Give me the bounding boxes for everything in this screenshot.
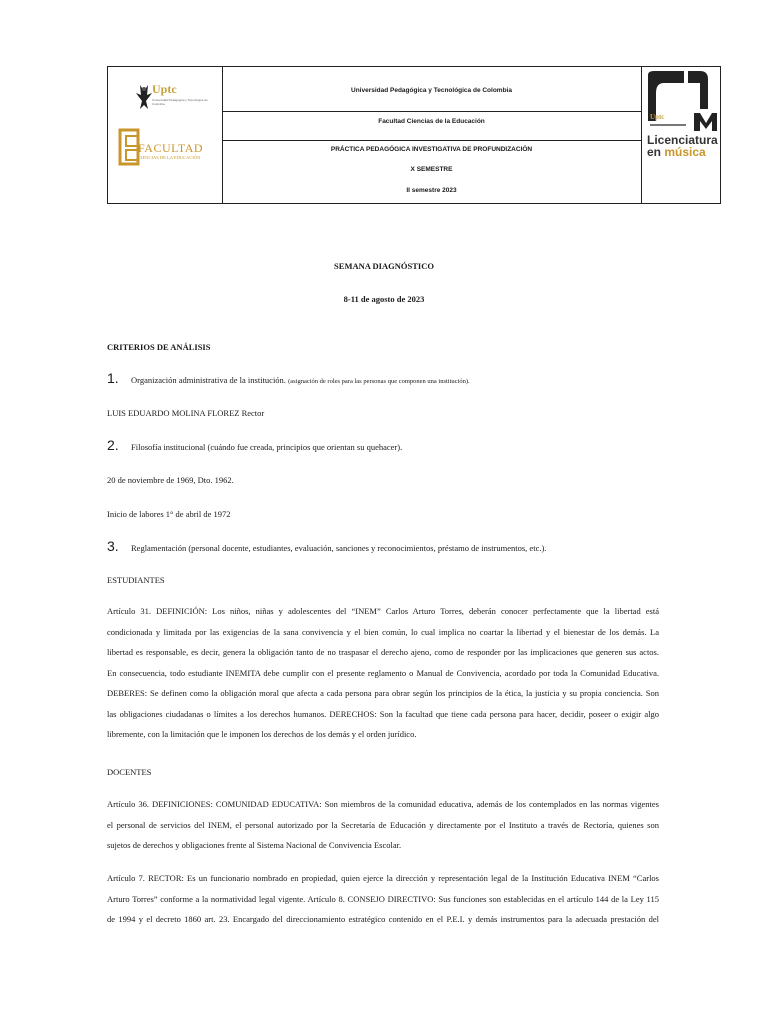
document-title: SEMANA DIAGNÓSTICO xyxy=(334,261,434,271)
rector-paragraph xyxy=(107,873,659,935)
students-heading: ESTUDIANTES xyxy=(107,575,165,585)
licenciatura-logo-line1: Licenciatura xyxy=(647,133,718,147)
semester-label: X SEMESTRE xyxy=(410,166,453,173)
item-number: 2. xyxy=(107,437,119,453)
item-text xyxy=(131,375,470,385)
faculty-name: Facultad Ciencias de la Educación xyxy=(378,118,485,125)
item-number: 1. xyxy=(107,370,119,386)
paragraph-line: sujetos de derechos y obligaciones frente al Sistema Nacional de Convivencia Escolar. xyxy=(107,840,402,850)
teachers-paragraph xyxy=(107,799,659,861)
criteria-heading: CRITERIOS DE ANÁLISIS xyxy=(107,342,211,352)
paragraph-line: de 1994 y el decreto 1860 art. 23. Encargado del direccionamiento estratégico contenido en el P.E.I. y demás instrumentos para la adecuada prestación del xyxy=(107,914,659,924)
licenciatura-logo-line2 xyxy=(647,145,706,159)
students-paragraph xyxy=(107,606,659,750)
practice-name: PRÁCTICA PEDAGÓGICA INVESTIGATIVA DE PROFUNDIZACIÓN xyxy=(330,146,533,153)
item-text: Reglamentación (personal docente, estudiantes, evaluación, sanciones y reconocimientos, préstamo de instrumentos, etc.). xyxy=(131,543,547,553)
licenciatura-logo-musica: música xyxy=(664,145,706,159)
item-text-note: (asignación de roles para las personas que componen una institución). xyxy=(288,378,470,385)
header-logos-left xyxy=(108,67,223,203)
paragraph-line: Artículo 36. DEFINICIONES: COMUNIDAD EDUCATIVA: Son miembros de la comunidad educativa, además de los contemplados en las normas vigentes xyxy=(107,799,659,809)
answer-start-date: Inicio de labores 1° de abril de 1972 xyxy=(107,509,231,519)
paragraph-line: libertad es responsable, es decir, genera la obligación tanto de no traspasar el derecho ajeno, como de responder por las implicaciones que generen sus actos. xyxy=(107,647,659,657)
licenciatura-logo-en: en xyxy=(647,145,665,159)
paragraph-line: DEBERES: Se definen como la obligación moral que afecta a cada persona para obrar según los principios de la ética, la justicia y su propia conciencia. Son xyxy=(107,688,659,698)
header-info xyxy=(222,67,641,203)
facultad-logo-subtitle: CIENCIAS DE LA EDUCACIÓN xyxy=(138,155,201,160)
licenciatura-uptc-text: Uptc xyxy=(650,113,665,121)
header-logo-right xyxy=(641,67,721,203)
teachers-heading: DOCENTES xyxy=(107,767,152,777)
uptc-logo-subtitle: Universidad Pedagógica y Tecnológica de Colombia xyxy=(152,98,208,106)
uptc-logo-text: Uptc xyxy=(152,82,177,96)
item-text: Filosofía institucional (cuándo fue creada, principios que orientan su quehacer). xyxy=(131,442,403,452)
paragraph-line: las obligaciones ciudadanas o límites a los derechos humanos. DERECHOS: Son la facultad que tiene cada persona para hacer, decidir, poseer o exigir algo xyxy=(107,708,659,719)
facultad-logo-text: FACULTAD xyxy=(138,141,204,155)
header-divider xyxy=(222,140,641,141)
paragraph-line: condicionada y limitada por las exigencias de la sana convivencia y el bien común, lo cual implica no coartar la libertad y el bienestar de los demás. La xyxy=(107,626,659,637)
paragraph-line: Artículo 31. DEFINICIÓN: Los niños, niñas y adolescentes del “INEM” Carlos Arturo Torres, deberán conocer perfectamente que la libertad está xyxy=(107,606,659,616)
header-table xyxy=(107,66,721,204)
paragraph-line: libremente, con la limitación que le imponen los derechos de los demás y el orden jurídico. xyxy=(107,729,417,739)
item-number: 3. xyxy=(107,538,119,554)
paragraph-line: Artículo 7. RECTOR: Es un funcionario nombrado en propiedad, quien ejerce la dirección y representación legal de la Institución Educativa INEM “Carlos xyxy=(107,873,659,883)
period-label: II semestre 2023 xyxy=(406,187,457,194)
document-dates: 8-11 de agosto de 2023 xyxy=(343,294,425,304)
answer-founding-date: 20 de noviembre de 1969, Dto. 1962. xyxy=(107,475,234,485)
item-text-main: Organización administrativa de la institución. xyxy=(131,375,286,385)
answer-rector: LUIS EDUARDO MOLINA FLOREZ Rector xyxy=(107,408,265,418)
paragraph-line: En consecuencia, todo estudiante INEMITA debe cumplir con el presente reglamento o Manual de Convivencia, acordado por toda la Comunidad Educativa. xyxy=(107,667,659,678)
header-divider xyxy=(222,111,641,112)
paragraph-line: Arturo Torres” conforme a la normatividad legal vigente. Artículo 8. CONSEJO DIRECTIVO: Sus funciones son establecidas en el artículo 144 de la Ley 115 xyxy=(107,893,659,904)
paragraph-line: el personal de servicios del INEM, el personal autorizado por la Secretaría de Educación y directamente por el Instituto a través de Rectoría, quienes son xyxy=(107,819,659,830)
university-name: Universidad Pedagógica y Tecnológica de Colombia xyxy=(351,87,512,94)
